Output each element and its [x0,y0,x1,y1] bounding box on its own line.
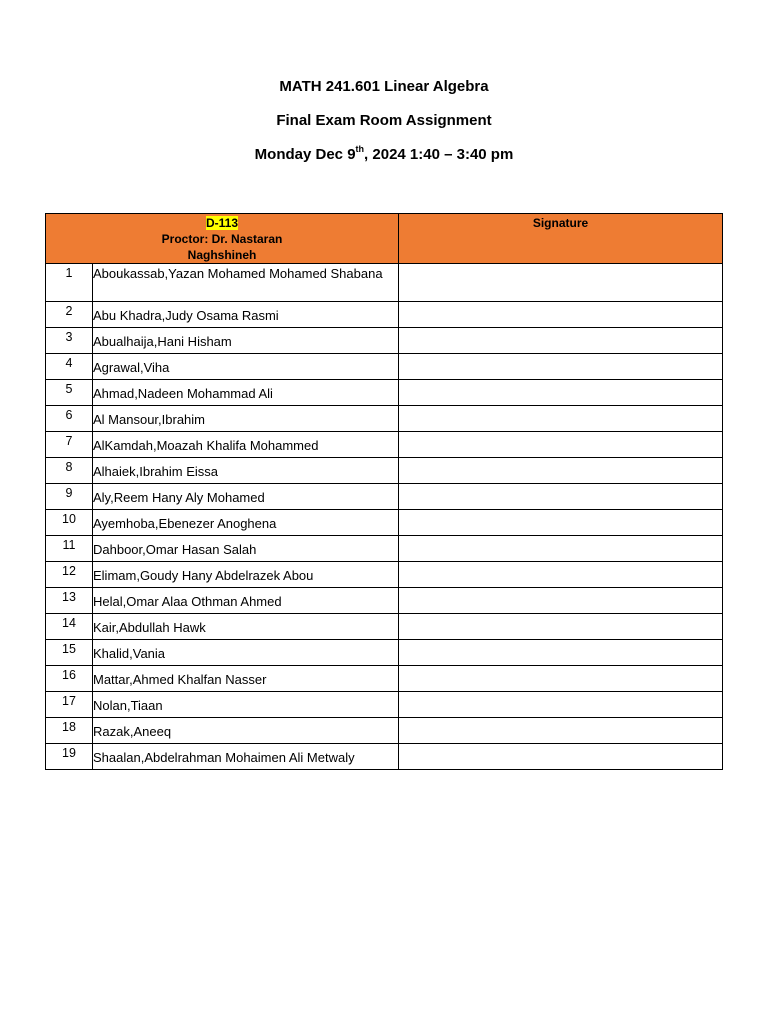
row-number: 15 [46,640,93,666]
room-number: D-113 [205,216,239,230]
student-name: Ayemhoba,Ebenezer Anoghena [93,510,399,536]
row-number: 14 [46,614,93,640]
row-number: 11 [46,536,93,562]
signature-cell[interactable] [399,380,723,406]
row-number: 8 [46,458,93,484]
row-number: 18 [46,718,93,744]
table-row [46,328,723,354]
signature-header: Signature [399,214,723,264]
student-name: Helal,Omar Alaa Othman Ahmed [93,588,399,614]
table-row [46,302,723,328]
proctor-line-1: Proctor: Dr. Nastaran [161,232,283,246]
proctor-line-2: Naghshineh [187,248,257,262]
student-name: Khalid,Vania [93,640,399,666]
row-number: 2 [46,302,93,328]
table-header-row [46,214,723,264]
signature-cell[interactable] [399,718,723,744]
signature-cell[interactable] [399,484,723,510]
table-row [46,510,723,536]
signature-cell[interactable] [399,666,723,692]
row-number: 9 [46,484,93,510]
signature-cell[interactable] [399,562,723,588]
row-number: 1 [46,264,93,302]
table-row [46,666,723,692]
course-title: MATH 241.601 Linear Algebra [279,78,489,95]
table-row [46,380,723,406]
signature-cell[interactable] [399,432,723,458]
student-name: Ahmad,Nadeen Mohammad Ali [93,380,399,406]
student-name: Abualhaija,Hani Hisham [93,328,399,354]
exam-date-main: Monday Dec 9 [254,146,356,163]
row-number: 6 [46,406,93,432]
table-row [46,536,723,562]
table-row [46,614,723,640]
table-row [46,744,723,770]
date-ordinal-suffix: th [355,144,365,154]
table-row [46,718,723,744]
row-number: 17 [46,692,93,718]
student-name: Aboukassab,Yazan Mohamed Mohamed Shabana [93,264,399,302]
signature-cell[interactable] [399,692,723,718]
student-name: Al Mansour,Ibrahim [93,406,399,432]
signature-cell[interactable] [399,302,723,328]
student-name: Mattar,Ahmed Khalfan Nasser [93,666,399,692]
room-assignment-table [45,213,723,770]
table-row [46,354,723,380]
table-row [46,484,723,510]
table-row [46,264,723,302]
student-name: Aly,Reem Hany Aly Mohamed [93,484,399,510]
signature-cell[interactable] [399,588,723,614]
row-number: 12 [46,562,93,588]
signature-cell[interactable] [399,264,723,302]
signature-cell[interactable] [399,510,723,536]
signature-cell[interactable] [399,744,723,770]
table-row [46,562,723,588]
table-row [46,692,723,718]
student-name: Abu Khadra,Judy Osama Rasmi [93,302,399,328]
student-name: Dahboor,Omar Hasan Salah [93,536,399,562]
table-row [46,458,723,484]
row-number: 19 [46,744,93,770]
row-number: 5 [46,380,93,406]
signature-cell[interactable] [399,640,723,666]
signature-cell[interactable] [399,354,723,380]
student-name: Agrawal,Viha [93,354,399,380]
row-number: 10 [46,510,93,536]
signature-cell[interactable] [399,536,723,562]
row-number: 13 [46,588,93,614]
student-name: Elimam,Goudy Hany Abdelrazek Abou [93,562,399,588]
exam-datetime [0,146,768,163]
signature-cell[interactable] [399,458,723,484]
table-row [46,432,723,458]
student-rows [46,264,723,770]
signature-cell[interactable] [399,328,723,354]
student-name: Nolan,Tiaan [93,692,399,718]
row-number: 16 [46,666,93,692]
signature-cell[interactable] [399,406,723,432]
exam-date-time: , 2024 1:40 – 3:40 pm [364,146,514,163]
table-row [46,640,723,666]
table-row [46,406,723,432]
student-name: Shaalan,Abdelrahman Mohaimen Ali Metwaly [93,744,399,770]
student-name: Razak,Aneeq [93,718,399,744]
room-header-cell [46,214,399,264]
document-title: Final Exam Room Assignment [276,112,492,129]
student-name: Kair,Abdullah Hawk [93,614,399,640]
signature-cell[interactable] [399,614,723,640]
row-number: 3 [46,328,93,354]
student-name: Alhaiek,Ibrahim Eissa [93,458,399,484]
student-name: AlKamdah,Moazah Khalifa Mohammed [93,432,399,458]
table-row [46,588,723,614]
row-number: 7 [46,432,93,458]
row-number: 4 [46,354,93,380]
